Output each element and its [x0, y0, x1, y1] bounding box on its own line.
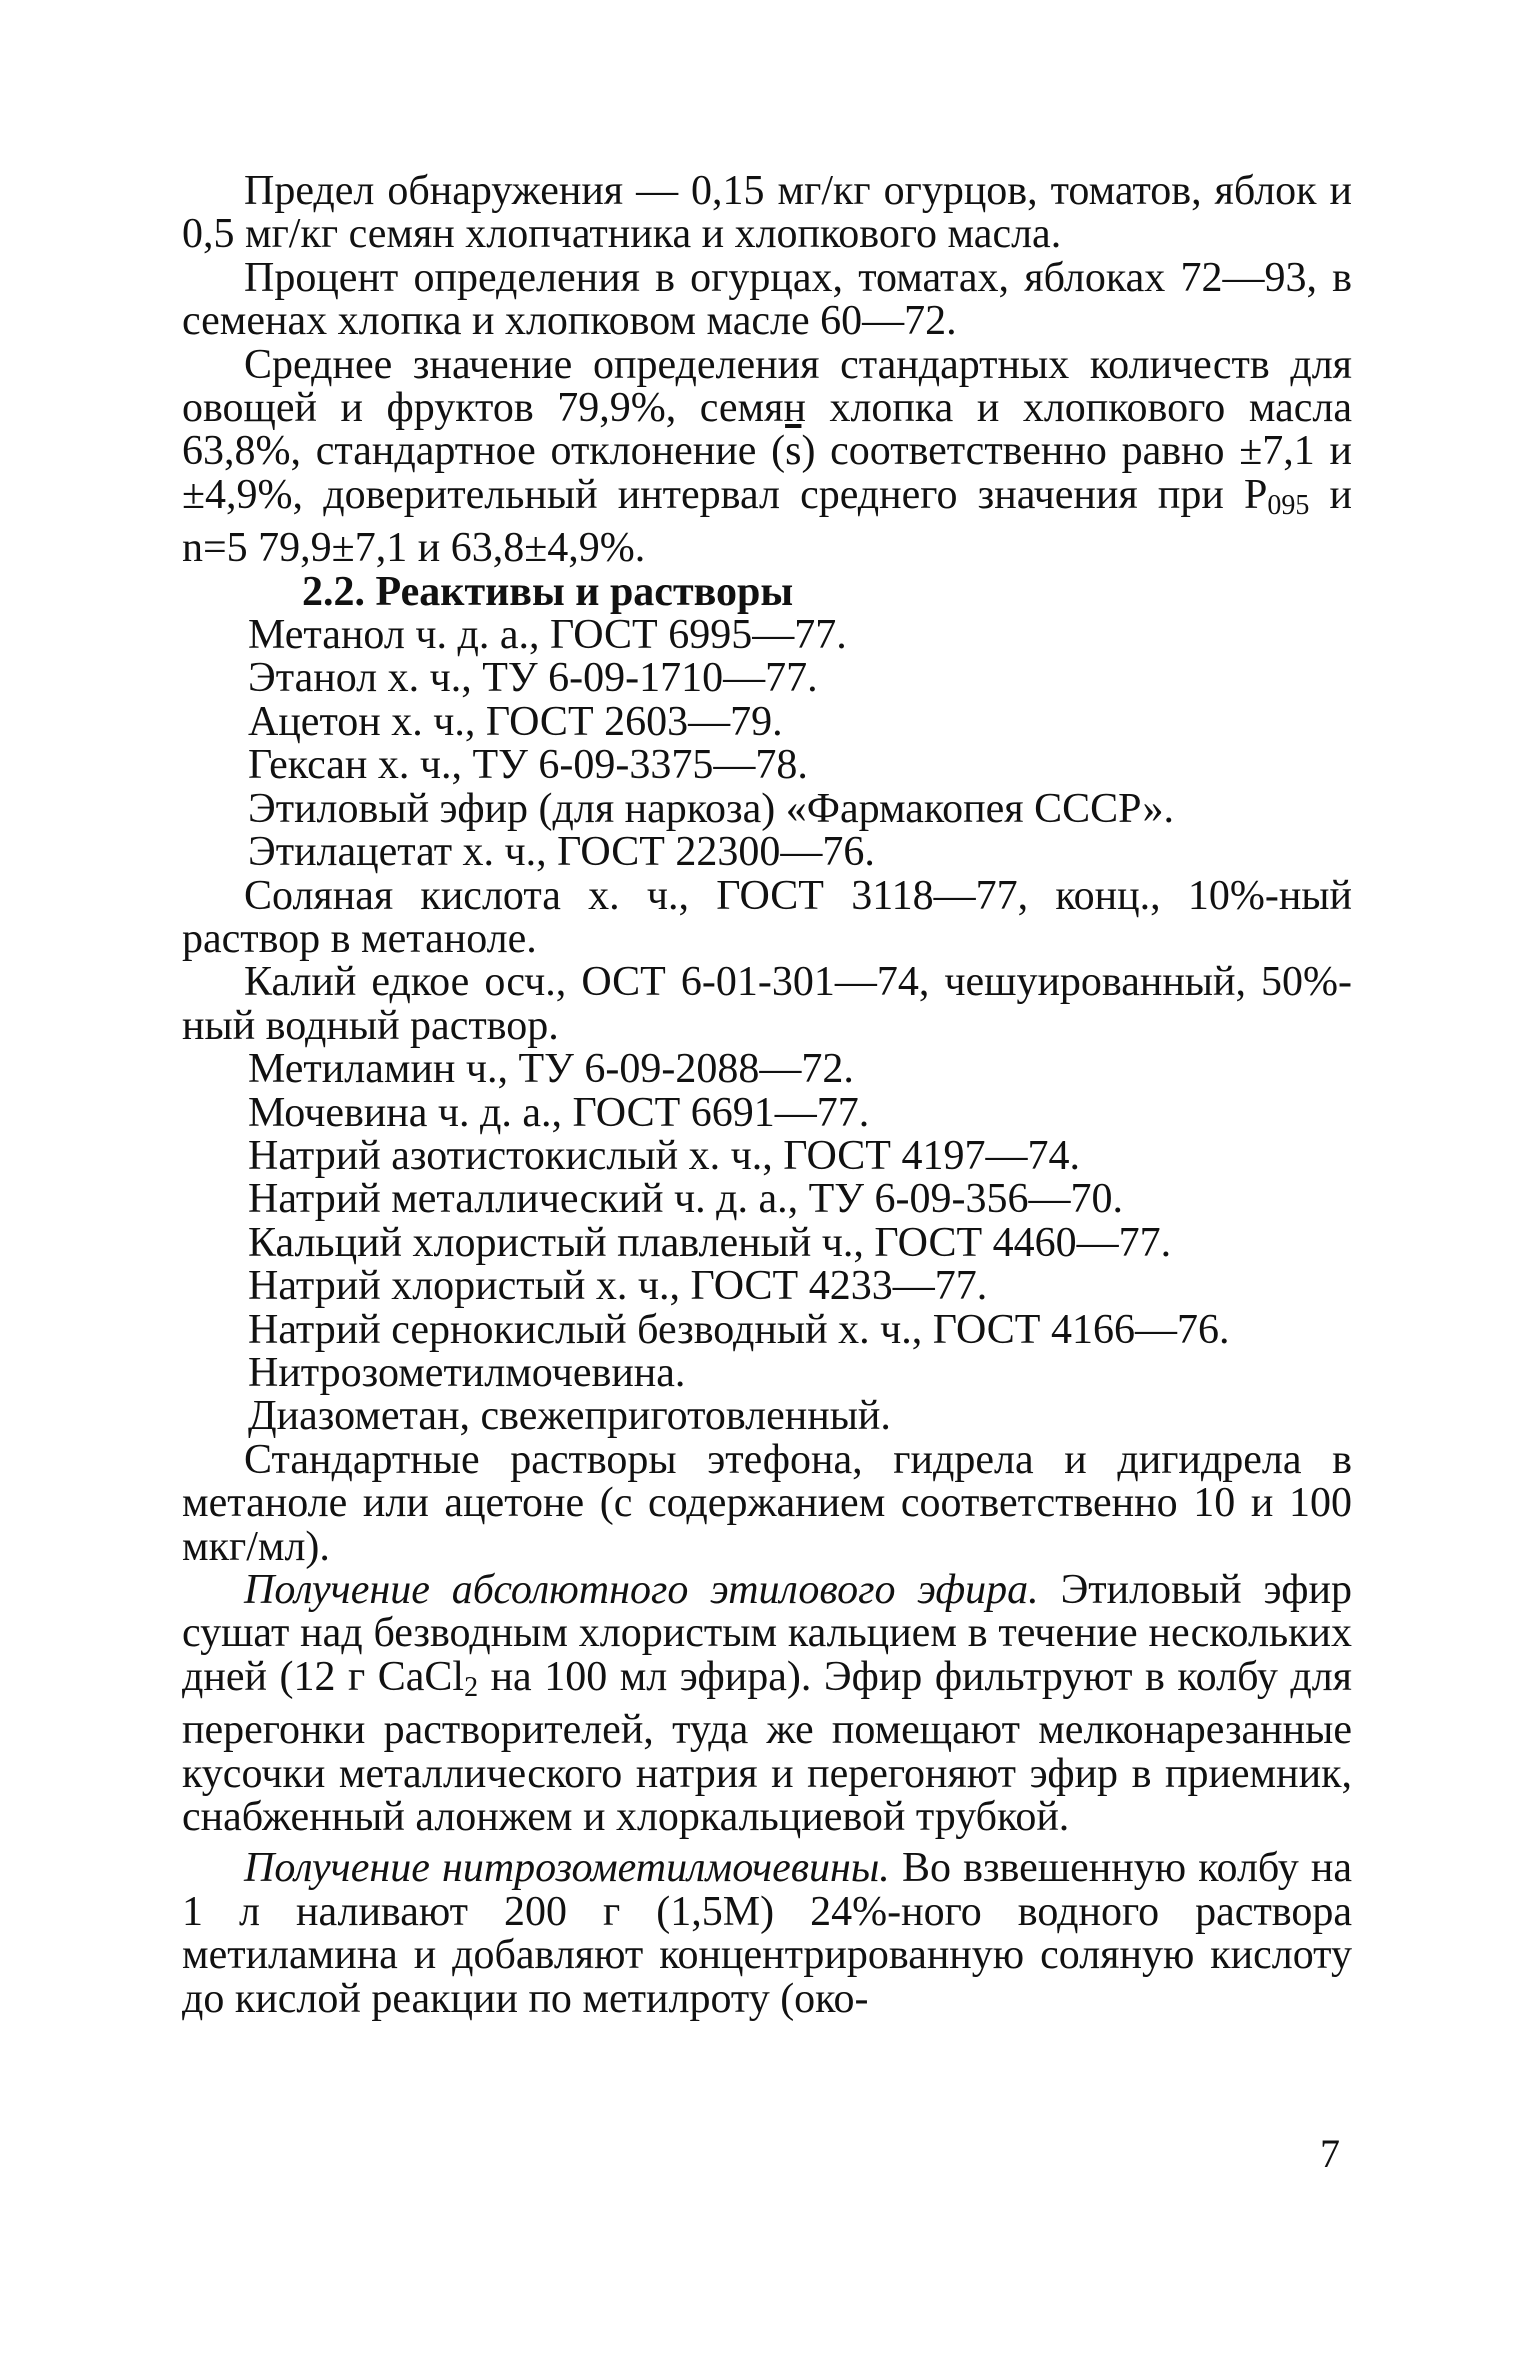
reagent-item: Натрий металлический ч. д. а., ТУ 6-09-356—70. — [248, 1176, 1124, 1223]
reagent-item: Ацетон х. ч., ГОСТ 2603—79. — [248, 698, 783, 745]
section-heading: 2.2. Реактивы и растворы — [302, 568, 794, 615]
reagent-item: Диазометан, свежеприготовленный. — [248, 1393, 891, 1440]
reagent-item: Соляная кислота х. ч., ГОСТ 3118—77, конц., 10%-ный раствор в метаноле. — [182, 872, 1352, 962]
reagent-item: Метиламин ч., ТУ 6-09-2088—72. — [248, 1046, 854, 1093]
ether-preparation-title: Получение абсолютного этилового эфира. — [244, 1567, 1039, 1613]
reagents-list — [182, 614, 1352, 1439]
reagent-item: Натрий хлористый х. ч., ГОСТ 4233—77. — [248, 1263, 988, 1310]
reagent-item: Этанол х. ч., ТУ 6-09-1710—77. — [248, 655, 818, 702]
reagent-item: Мочевина ч. д. а., ГОСТ 6691—77. — [248, 1089, 870, 1136]
ether-preparation-paragraph: Получение абсолютного этилового эфира. Этиловый эфир сушат над безводным хлористым кальцием в течение нескольких дней (12 г CaCl$_2$ на 100 мл эфира). Эфир фильтруют в колбу для перегонки растворителей, туда же помещают мелконарезанные кусочки металлического натрия и перегоняют эфир в приемник, снабженный алонжем и хлоркальциевой трубкой. — [182, 1567, 1352, 1841]
reagent-item: Натрий сернокислый безводный х. ч., ГОСТ 4166—76. — [248, 1306, 1230, 1353]
detection-limit-paragraph: Предел обнаружения — 0,15 мг/кг огурцов, томатов, яблок и 0,5 мг/кг семян хлопчатника и хлопкового масла. — [182, 168, 1352, 258]
reagent-item: Натрий азотистокислый х. ч., ГОСТ 4197—74. — [248, 1132, 1080, 1179]
reagent-item: Метанол ч. д. а., ГОСТ 6995—77. — [248, 612, 847, 659]
statistics-paragraph: Среднее значение определения стандартных количеств для овощей и фруктов 79,9%, семян хлопка и хлопкового масла 63,8%, стандартное отклонение $(\overline{s})$ соответственно равно ±7,1 и ±4,9%, доверительный интервал среднего значения при $P_{095}$ и n=5 79,9±7,1 и 63,8±4,9%. — [182, 341, 1353, 572]
reagent-item: Гексан х. ч., ТУ 6-09-3375—78. — [248, 742, 808, 789]
reagent-item: Калий едкое осч., ОСТ 6-01-301—74, чешуированный, 50%-ный водный раствор. — [182, 959, 1352, 1049]
reagent-item: Этилацетат х. ч., ГОСТ 22300—76. — [248, 829, 875, 876]
page-text — [182, 170, 1352, 2021]
reagent-item: Кальций хлористый плавленый ч., ГОСТ 4460—77. — [248, 1219, 1172, 1266]
page-number: 7 — [1320, 2131, 1340, 2176]
nmu-preparation-title: Получение нитрозометилмочевины. — [244, 1845, 890, 1892]
standards-paragraph: Стандартные растворы этефона, гидрела и дигидрела в метаноле или ацетоне (с содержанием соответственно 10 и 100 мкг/мл). — [182, 1436, 1352, 1570]
reagent-item: Этиловый эфир (для наркоза) «Фармакопея СССР». — [248, 785, 1175, 832]
reagent-item: Нитрозометилмочевина. — [248, 1349, 686, 1396]
recovery-paragraph: Процент определения в огурцах, томатах, яблоках 72—93, в семенах хлопка и хлопковом масле 60—72. — [182, 254, 1352, 345]
nmu-preparation-paragraph: Получение нитрозометилмочевины. Во взвешенную колбу на 1 л наливают 200 г (1,5М) 24%-ного водного раствора метиламина и добавляют концентрированную соляную кислоту до кислой реакции по метилроту (око- — [182, 1845, 1352, 2022]
